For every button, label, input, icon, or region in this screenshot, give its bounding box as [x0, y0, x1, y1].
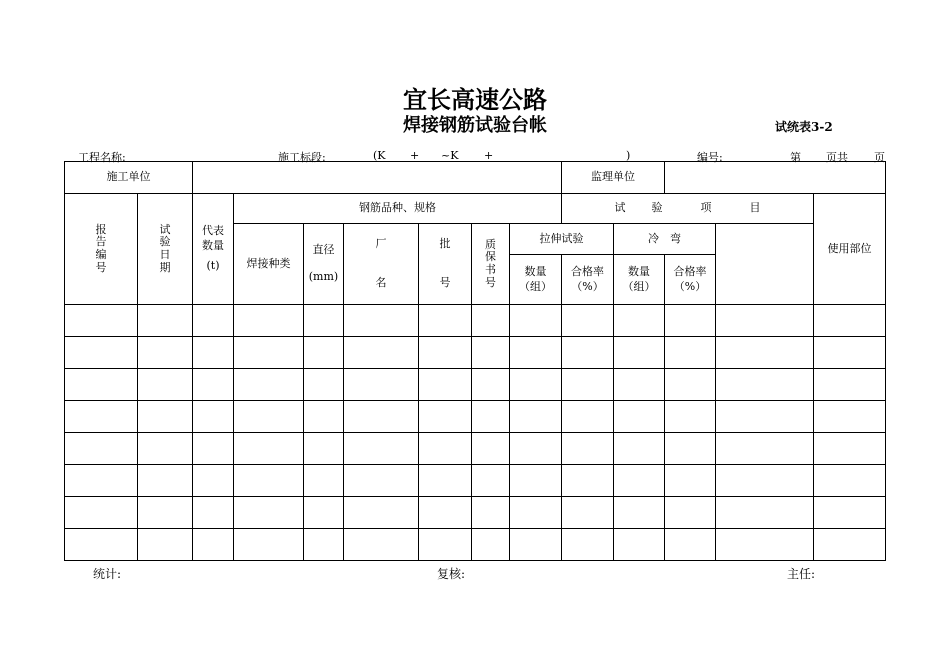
form-number: 试统表3-2	[775, 120, 833, 134]
table-cell[interactable]	[65, 465, 138, 497]
table-cell[interactable]	[665, 305, 716, 337]
table-cell[interactable]	[510, 369, 562, 401]
table-cell[interactable]	[193, 337, 234, 369]
table-cell[interactable]	[510, 529, 562, 561]
table-cell[interactable]	[193, 369, 234, 401]
table-cell[interactable]	[665, 497, 716, 529]
footer-supervisor-label: 主任:	[787, 567, 816, 581]
table-cell[interactable]	[234, 497, 304, 529]
table-cell[interactable]	[138, 337, 193, 369]
table-cell[interactable]	[814, 497, 886, 529]
table-cell[interactable]	[614, 369, 665, 401]
table-cell[interactable]	[304, 369, 344, 401]
table-cell[interactable]	[716, 529, 814, 561]
page-title: 宜长高速公路	[403, 85, 547, 114]
table-cell[interactable]	[344, 401, 419, 433]
table-cell[interactable]	[138, 529, 193, 561]
table-row	[65, 529, 886, 561]
col-usage: 使用部位	[814, 194, 886, 305]
table-cell[interactable]	[304, 465, 344, 497]
table-cell[interactable]	[716, 433, 814, 465]
col-test-date: 试验日期	[138, 194, 193, 305]
tensile-qty: 数量 （组）	[510, 255, 562, 305]
table-cell[interactable]	[562, 497, 614, 529]
table-cell[interactable]	[344, 369, 419, 401]
table-cell[interactable]	[814, 369, 886, 401]
table-cell[interactable]	[562, 433, 614, 465]
table-cell[interactable]	[304, 433, 344, 465]
table-row	[65, 465, 886, 497]
table-cell[interactable]	[65, 529, 138, 561]
table-cell[interactable]	[344, 465, 419, 497]
section-k-open: (K	[373, 149, 386, 162]
construction-unit-label: 施工单位	[65, 162, 193, 194]
table-cell[interactable]	[138, 401, 193, 433]
section-label: 施工标段:	[278, 151, 326, 164]
ledger-table	[64, 161, 886, 561]
table-cell[interactable]	[419, 465, 472, 497]
page-di-label: 第	[790, 151, 801, 164]
table-cell[interactable]	[344, 529, 419, 561]
table-row	[65, 305, 886, 337]
table-cell[interactable]	[472, 465, 510, 497]
table-cell[interactable]	[193, 497, 234, 529]
table-cell[interactable]	[665, 369, 716, 401]
page-ye-label: 页	[874, 151, 885, 164]
table-cell[interactable]	[510, 497, 562, 529]
table-cell[interactable]	[138, 465, 193, 497]
col-factory: 厂 名	[344, 224, 419, 305]
table-cell[interactable]	[665, 337, 716, 369]
table-cell[interactable]	[716, 369, 814, 401]
table-cell[interactable]	[344, 497, 419, 529]
table-cell[interactable]	[419, 529, 472, 561]
table-cell[interactable]	[65, 401, 138, 433]
table-cell[interactable]	[193, 401, 234, 433]
table-cell[interactable]	[562, 529, 614, 561]
table-cell[interactable]	[665, 433, 716, 465]
table-cell[interactable]	[510, 337, 562, 369]
col-batch: 批 号	[419, 224, 472, 305]
table-cell[interactable]	[344, 305, 419, 337]
col-cert: 质保书号	[472, 224, 510, 305]
table-row	[65, 401, 886, 433]
table-cell[interactable]	[234, 305, 304, 337]
table-cell[interactable]	[472, 337, 510, 369]
table-cell[interactable]	[510, 305, 562, 337]
col-rep-qty: 代表 数量 (t)	[193, 194, 234, 305]
table-cell[interactable]	[65, 497, 138, 529]
table-cell[interactable]	[234, 337, 304, 369]
table-cell[interactable]	[193, 529, 234, 561]
table-cell[interactable]	[234, 465, 304, 497]
table-cell[interactable]	[562, 401, 614, 433]
group-test-items: 试 验 项 目	[562, 194, 814, 224]
table-cell[interactable]	[472, 433, 510, 465]
table-cell[interactable]	[814, 337, 886, 369]
table-cell[interactable]	[234, 369, 304, 401]
table-cell[interactable]	[716, 337, 814, 369]
supervision-unit-value[interactable]	[665, 162, 886, 194]
table-cell[interactable]	[193, 433, 234, 465]
project-name-label: 工程名称:	[78, 151, 126, 164]
section-plus-2: +	[484, 149, 494, 162]
table-cell[interactable]	[65, 433, 138, 465]
table-cell[interactable]	[562, 465, 614, 497]
table-cell[interactable]	[304, 497, 344, 529]
table-cell[interactable]	[814, 401, 886, 433]
table-cell[interactable]	[665, 465, 716, 497]
table-cell[interactable]	[614, 305, 665, 337]
table-cell[interactable]	[419, 305, 472, 337]
table-cell[interactable]	[472, 401, 510, 433]
page-total-label: 页共	[826, 151, 848, 164]
table-cell[interactable]	[562, 369, 614, 401]
table-cell[interactable]	[510, 433, 562, 465]
table-cell[interactable]	[419, 497, 472, 529]
table-cell[interactable]	[234, 433, 304, 465]
bend-qty: 数量 （组）	[614, 255, 665, 305]
tensile-rate: 合格率 （%）	[562, 255, 614, 305]
table-cell[interactable]	[304, 337, 344, 369]
table-cell[interactable]	[814, 465, 886, 497]
table-cell[interactable]	[138, 497, 193, 529]
table-cell[interactable]	[814, 305, 886, 337]
table-row	[65, 433, 886, 465]
table-cell[interactable]	[614, 337, 665, 369]
section-close: )	[626, 149, 631, 162]
table-cell[interactable]	[304, 529, 344, 561]
table-cell[interactable]	[65, 337, 138, 369]
table-cell[interactable]	[562, 305, 614, 337]
table-cell[interactable]	[614, 529, 665, 561]
section-plus-1: +	[410, 149, 420, 162]
table-cell[interactable]	[716, 497, 814, 529]
footer-stat-label: 统计:	[93, 567, 122, 581]
table-row	[65, 497, 886, 529]
table-cell[interactable]	[510, 401, 562, 433]
section-tilde-k: ~K	[441, 149, 459, 162]
table-cell[interactable]	[472, 497, 510, 529]
table-cell[interactable]	[193, 305, 234, 337]
sub-bend: 冷 弯	[614, 224, 716, 255]
table-row	[65, 337, 886, 369]
page-subtitle: 焊接钢筋试验台帐	[403, 115, 547, 136]
table-cell[interactable]	[344, 433, 419, 465]
table-cell[interactable]	[419, 433, 472, 465]
table-row	[65, 369, 886, 401]
table-cell[interactable]	[716, 465, 814, 497]
table-cell[interactable]	[510, 465, 562, 497]
table-cell[interactable]	[138, 369, 193, 401]
table-cell[interactable]	[419, 401, 472, 433]
table-cell[interactable]	[138, 433, 193, 465]
construction-unit-value[interactable]	[193, 162, 562, 194]
table-cell[interactable]	[614, 401, 665, 433]
table-cell[interactable]	[65, 369, 138, 401]
table-cell[interactable]	[472, 529, 510, 561]
col-weld-type: 焊接种类	[234, 224, 304, 305]
number-label: 编号:	[697, 151, 723, 164]
table-cell[interactable]	[472, 305, 510, 337]
supervision-unit-label: 监理单位	[562, 162, 665, 194]
col-report-no: 报告编号	[65, 194, 138, 305]
table-cell[interactable]	[814, 433, 886, 465]
table-cell[interactable]	[304, 305, 344, 337]
col-diameter: 直径 (mm)	[304, 224, 344, 305]
table-cell[interactable]	[614, 497, 665, 529]
table-cell[interactable]	[472, 369, 510, 401]
table-cell[interactable]	[419, 369, 472, 401]
table-cell[interactable]	[193, 465, 234, 497]
table-cell[interactable]	[814, 529, 886, 561]
bend-rate: 合格率 （%）	[665, 255, 716, 305]
sub-tensile: 拉伸试验	[510, 224, 614, 255]
table-cell[interactable]	[614, 433, 665, 465]
table-cell[interactable]	[665, 401, 716, 433]
table-cell[interactable]	[665, 529, 716, 561]
table-cell[interactable]	[344, 337, 419, 369]
table-cell[interactable]	[419, 337, 472, 369]
table-cell[interactable]	[65, 305, 138, 337]
table-cell[interactable]	[234, 401, 304, 433]
table-cell[interactable]	[304, 401, 344, 433]
table-cell[interactable]	[716, 401, 814, 433]
table-cell[interactable]	[562, 337, 614, 369]
footer-review-label: 复核:	[437, 567, 466, 581]
group-steel: 钢筋品种、规格	[234, 194, 562, 224]
table-cell[interactable]	[614, 465, 665, 497]
table-cell[interactable]	[716, 305, 814, 337]
table-cell[interactable]	[234, 529, 304, 561]
table-cell[interactable]	[138, 305, 193, 337]
